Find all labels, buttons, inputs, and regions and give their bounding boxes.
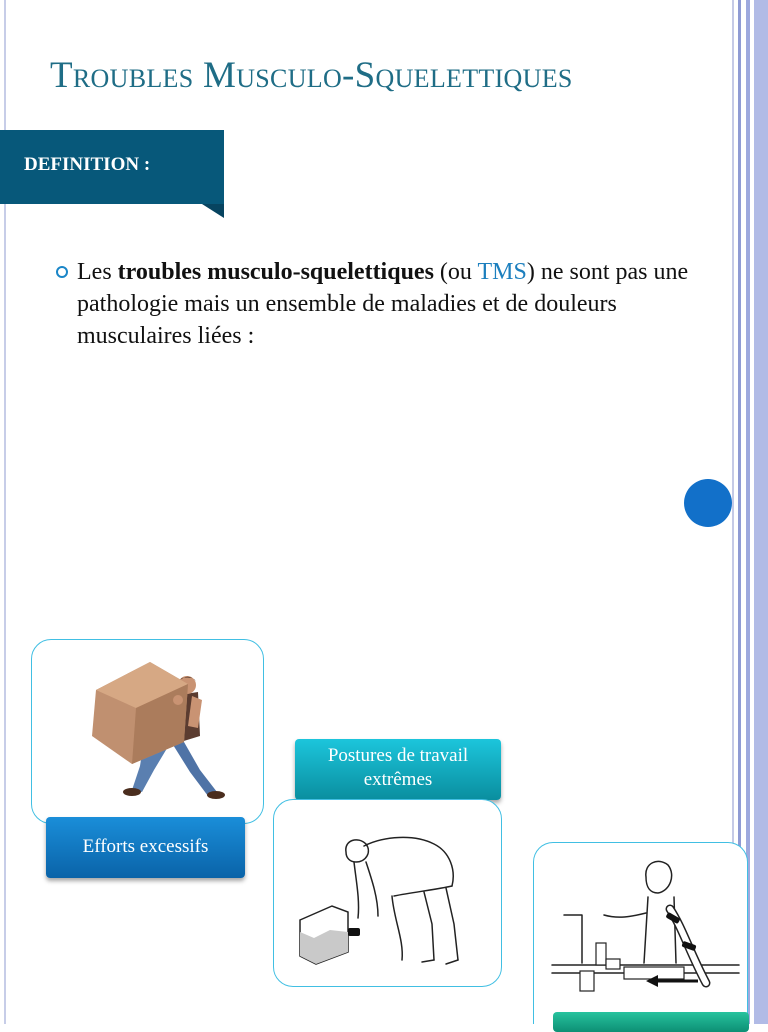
seated-worker-arm-motion-illustration (534, 843, 747, 1024)
definition-bullet (54, 256, 704, 352)
label-efforts-excessifs: Efforts excessifs (46, 817, 245, 878)
card-postures-travail (273, 799, 502, 987)
tms-highlight: TMS (477, 259, 527, 285)
blue-dot-marker (684, 479, 732, 527)
bullet-ring-icon (56, 266, 68, 278)
bullet-text-part1: Les (77, 259, 118, 285)
bullet-text (77, 256, 704, 352)
bullet-text-part3: ) ne sont pas une pathologie mais un ensemble de maladies et de douleurs musculaires liées : (77, 259, 689, 349)
bullet-text-part2: (ou (433, 259, 478, 285)
card-efforts-excessifs (31, 639, 264, 824)
card-repetitive-motion (533, 842, 748, 1024)
person-carrying-box-illustration (32, 640, 262, 822)
label-postures-travail: Postures de travail extrêmes (295, 739, 501, 800)
definition-banner-fold (202, 204, 224, 218)
label-third-card (553, 1012, 749, 1032)
definition-label: DEFINITION : (24, 154, 151, 175)
person-bending-over-box-illustration (274, 800, 500, 985)
slide-title: Troubles Musculo-Squelettiques (50, 55, 573, 96)
bullet-text-bold: troubles musculo-squelettiques (117, 259, 434, 285)
